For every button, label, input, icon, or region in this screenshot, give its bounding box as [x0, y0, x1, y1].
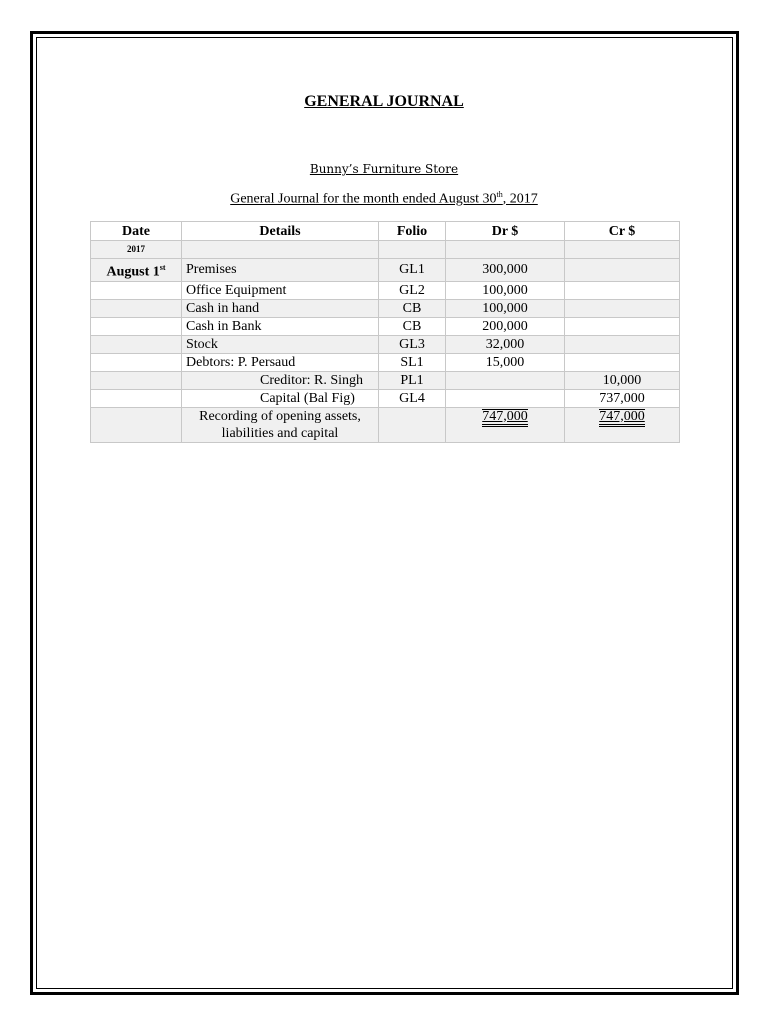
- row-folio: SL1: [379, 353, 446, 371]
- year-cell: [91, 241, 182, 259]
- table-row: [91, 259, 680, 282]
- journal-table: [90, 221, 680, 443]
- row-dr: 200,000: [446, 317, 565, 335]
- narration-row: [91, 407, 680, 442]
- row-dr: 300,000: [446, 259, 565, 282]
- company-name: Bunny’s Furniture Store: [309, 162, 459, 176]
- row-folio: GL1: [379, 259, 446, 282]
- row-dr: 32,000: [446, 335, 565, 353]
- table-row: [91, 335, 680, 353]
- row-cr: 737,000: [565, 389, 680, 407]
- row-folio: GL3: [379, 335, 446, 353]
- row-dr: 100,000: [446, 281, 565, 299]
- total-cr-cell: [565, 407, 680, 442]
- row-details: Cash in Bank: [182, 317, 379, 335]
- entry-date-text: August 1: [106, 264, 160, 280]
- table-row: [91, 353, 680, 371]
- row-details: Debtors: P. Persaud: [182, 353, 379, 371]
- row-folio: PL1: [379, 371, 446, 389]
- row-cr: 10,000: [565, 371, 680, 389]
- header-dr: Dr $: [446, 222, 565, 241]
- page-border-inner: [36, 37, 733, 989]
- row-cr: [565, 299, 680, 317]
- row-folio: CB: [379, 317, 446, 335]
- row-folio: CB: [379, 299, 446, 317]
- table-row: [91, 299, 680, 317]
- document-title: GENERAL JOURNAL: [304, 93, 464, 110]
- table-header-row: [91, 222, 680, 241]
- row-details: Capital (Bal Fig): [182, 389, 379, 407]
- subtitle-ordinal: th: [496, 190, 503, 199]
- row-details: Stock: [182, 335, 379, 353]
- header-folio: Folio: [379, 222, 446, 241]
- row-dr: [446, 389, 565, 407]
- table-row: [91, 389, 680, 407]
- header-details: Details: [182, 222, 379, 241]
- row-cr: [565, 281, 680, 299]
- row-folio: GL4: [379, 389, 446, 407]
- total-dr-cell: [446, 407, 565, 442]
- row-details: Premises: [182, 259, 379, 282]
- row-folio: GL2: [379, 281, 446, 299]
- table-row: [91, 281, 680, 299]
- row-dr: 15,000: [446, 353, 565, 371]
- total-cr: 747,000: [599, 409, 645, 427]
- row-cr: [565, 335, 680, 353]
- row-details: Creditor: R. Singh: [182, 371, 379, 389]
- row-details: Cash in hand: [182, 299, 379, 317]
- row-dr: 100,000: [446, 299, 565, 317]
- row-cr: [565, 353, 680, 371]
- row-details: Office Equipment: [182, 281, 379, 299]
- year-row: [91, 241, 680, 259]
- row-cr: [565, 259, 680, 282]
- header-cr: Cr $: [565, 222, 680, 241]
- journal-period-subtitle: [0, 190, 768, 208]
- narration-text: Recording of opening assets, liabilities and capital: [182, 407, 379, 442]
- header-date: Date: [91, 222, 182, 241]
- row-cr: [565, 317, 680, 335]
- row-dr: [446, 371, 565, 389]
- table-row: [91, 371, 680, 389]
- total-dr: 747,000: [482, 409, 528, 427]
- year-label: 2017: [127, 244, 145, 254]
- entry-date: [91, 259, 182, 282]
- subtitle-year: , 2017: [502, 191, 538, 207]
- subtitle-text: General Journal for the month ended August 30: [230, 191, 497, 207]
- table-row: [91, 317, 680, 335]
- entry-date-ordinal: st: [159, 263, 166, 272]
